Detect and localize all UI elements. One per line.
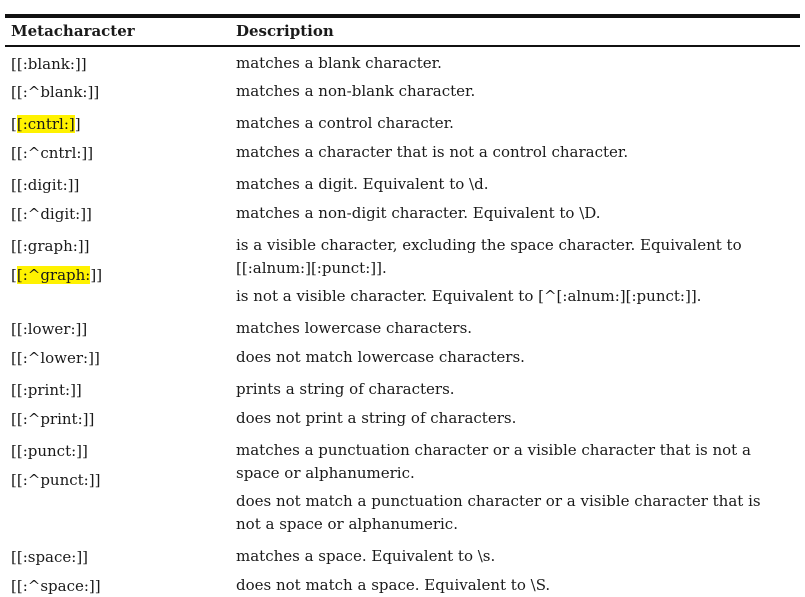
meta-not-lower: [[:^lower:]]: [11, 349, 100, 367]
desc-not-space: does not match a space. Equivalent to \S.: [236, 576, 551, 594]
meta-not-print: [[:^print:]]: [11, 410, 95, 428]
meta-not-punct: [[:^punct:]]: [11, 471, 101, 489]
desc-lower: matches lowercase characters.: [236, 319, 473, 337]
meta-punct: [[:punct:]]: [11, 442, 88, 460]
desc-print: prints a string of characters.: [236, 380, 455, 398]
desc-not-lower: does not match lowercase characters.: [236, 348, 525, 366]
meta-not-graph-pre: [: [11, 266, 17, 284]
meta-lower: [[:lower:]]: [11, 320, 88, 338]
desc-blank: matches a blank character.: [236, 54, 442, 72]
header-rule: [5, 45, 800, 47]
meta-space: [[:space:]]: [11, 548, 89, 566]
desc-graph: is a visible character, excluding the space character. Equivalent to [[:alnum:][:punct:]].: [236, 236, 742, 277]
table-top-rule: [5, 14, 800, 18]
meta-cntrl-highlight: [:cntrl:]: [16, 115, 75, 133]
desc-not-punct: does not match a punctuation character or a visible character that is not a space or alphanumeric.: [236, 492, 761, 533]
meta-cntrl-post: ]: [74, 115, 81, 133]
desc-space: matches a space. Equivalent to \s.: [236, 547, 496, 565]
meta-not-graph: [11, 266, 102, 284]
meta-not-digit: [[:^digit:]]: [11, 205, 92, 223]
desc-digit: matches a digit. Equivalent to \d.: [236, 175, 489, 193]
desc-not-print: does not print a string of characters.: [236, 409, 517, 427]
desc-cntrl: matches a control character.: [236, 114, 454, 132]
meta-not-blank: [[:^blank:]]: [11, 83, 100, 101]
meta-not-cntrl: [[:^cntrl:]]: [11, 144, 94, 162]
desc-not-cntrl: matches a character that is not a control character.: [236, 143, 629, 161]
meta-digit: [[:digit:]]: [11, 176, 80, 194]
meta-not-graph-highlight: [:^graph:: [16, 266, 91, 284]
meta-print: [[:print:]]: [11, 381, 82, 399]
meta-blank: [[:blank:]]: [11, 55, 87, 73]
desc-not-graph: is not a visible character. Equivalent to [^[:alnum:][:punct:]].: [236, 287, 702, 305]
meta-not-space: [[:^space:]]: [11, 577, 101, 595]
meta-cntrl-pre: [: [11, 115, 17, 133]
desc-punct: matches a punctuation character or a visible character that is not a space or alphanumeric.: [236, 441, 751, 482]
meta-cntrl: [11, 115, 81, 133]
desc-not-blank: matches a non-blank character.: [236, 82, 476, 100]
header-metacharacter: Metacharacter: [11, 22, 135, 40]
meta-not-graph-post: ]]: [90, 266, 103, 284]
meta-graph: [[:graph:]]: [11, 237, 90, 255]
header-description: Description: [236, 22, 334, 40]
desc-not-digit: matches a non-digit character. Equivalent to \D.: [236, 204, 601, 222]
